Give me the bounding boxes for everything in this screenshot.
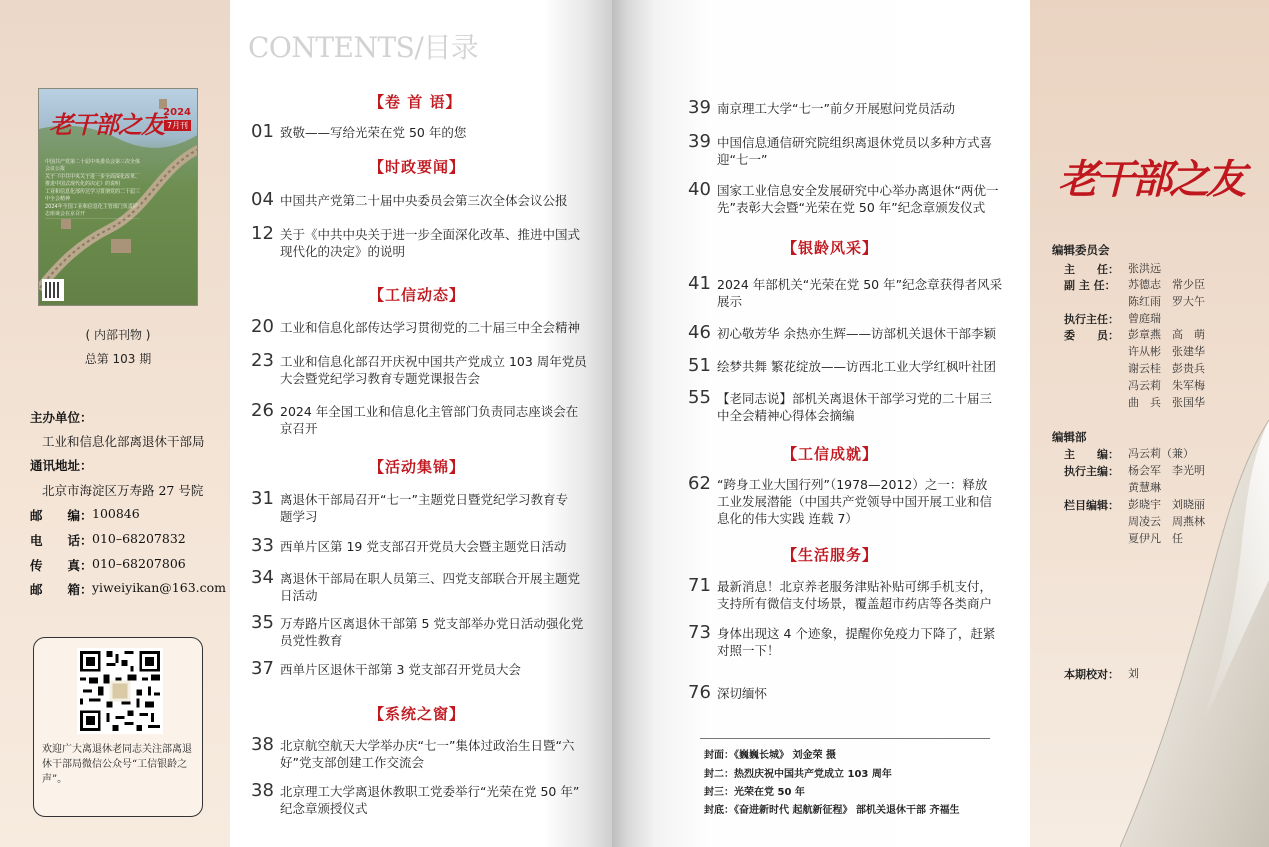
toc-entry-title-cont[interactable]: 息化的伟大实践 连载 7） bbox=[717, 511, 858, 526]
editorial-dept-title: 编辑部 bbox=[1052, 430, 1087, 444]
toc-entry-title[interactable]: 2024 年部机关“光荣在党 50 年”纪念章获得者风采 bbox=[717, 277, 1003, 292]
credit-cover: 封面：《巍巍长城》 刘金荣 摄 bbox=[704, 750, 836, 761]
toc-entry-title[interactable]: 中国共产党第二十届中央委员会第三次全体会议公报 bbox=[280, 193, 568, 208]
toc-entry-title[interactable]: 离退休干部局在职人员第三、四党支部联合开展主题党 bbox=[280, 571, 581, 586]
section-heading-politics: 【时政要闻】 bbox=[369, 158, 466, 176]
internal-publication-label: ( 内部刊物 ) bbox=[85, 328, 151, 342]
credit-cover-2: 封二：热烈庆祝中国共产党成立 103 周年 bbox=[704, 769, 892, 780]
committee-names: 苏德志 常少臣 陈红雨 罗大午 bbox=[1128, 278, 1205, 308]
cover-headline: 中国共产党第二十届中央委员会第三次全体会议公报 bbox=[45, 159, 141, 172]
magazine-cover-thumbnail[interactable] bbox=[38, 88, 198, 306]
cover-headline: 工业和信息化部传达学习贯彻党的二十届三中全会精神 bbox=[45, 189, 141, 202]
toc-entry-title-cont[interactable]: 迎“七一” bbox=[717, 152, 768, 167]
toc-entry-title[interactable]: 工业和信息化部召开庆祝中国共产党成立 103 周年党员 bbox=[280, 354, 587, 369]
toc-page-number: 62 bbox=[688, 473, 711, 494]
toc-entry-title-cont[interactable]: 大会暨党纪学习教育专题党课报告会 bbox=[280, 371, 481, 386]
toc-entry-title-cont[interactable]: 好”党支部创建工作交流会 bbox=[280, 755, 424, 770]
cover-year: 2024 bbox=[163, 107, 191, 118]
toc-page-number: 38 bbox=[251, 780, 274, 801]
toc-page-number: 41 bbox=[688, 273, 711, 294]
phone-value: 010–68207832 bbox=[92, 531, 186, 546]
host-value: 工业和信息化部离退休干部局 bbox=[42, 434, 205, 449]
toc-entry-title-cont[interactable]: 京召开 bbox=[280, 421, 318, 436]
cover-issue-tag: 7月刊 bbox=[164, 120, 191, 131]
committee-role: 委 员： bbox=[1064, 329, 1119, 342]
contents-heading: CONTENTS/目录 bbox=[248, 31, 479, 64]
toc-page-number: 33 bbox=[251, 535, 274, 556]
toc-entry-title[interactable]: 工业和信息化部传达学习贯彻党的二十届三中全会精神 bbox=[280, 320, 581, 335]
postcode-value: 100846 bbox=[92, 506, 140, 521]
email-label: 邮 箱： bbox=[30, 582, 93, 597]
toc-entry-title-cont[interactable]: 现代化的决定》的说明 bbox=[280, 244, 406, 259]
toc-entry-title-cont[interactable]: 工业发展潜能（中国共产党领导中国开展工业和信 bbox=[717, 494, 993, 509]
toc-entry-title-cont[interactable]: 对照一下！ bbox=[717, 643, 780, 658]
toc-entry-title[interactable]: 2024 年全国工业和信息化主管部门负责同志座谈会在 bbox=[280, 404, 579, 419]
dept-role: 主 编： bbox=[1064, 448, 1119, 461]
credit-cover-3: 封三：光荣在党 50 年 bbox=[704, 787, 805, 798]
toc-page-number: 39 bbox=[688, 97, 711, 118]
committee-role: 副 主 任： bbox=[1064, 279, 1116, 292]
toc-entry-title[interactable]: 深切缅怀 bbox=[717, 686, 768, 701]
toc-entry-title[interactable]: 关于《中共中央关于进一步全面深化改革、推进中国式 bbox=[280, 227, 581, 242]
section-heading-activities: 【活动集锦】 bbox=[369, 458, 466, 476]
toc-entry-title-cont[interactable]: 员党性教育 bbox=[280, 633, 343, 648]
section-heading-system-window: 【系统之窗】 bbox=[369, 705, 466, 723]
toc-page-number: 40 bbox=[688, 179, 711, 200]
toc-page-number: 04 bbox=[251, 189, 274, 210]
toc-entry-title-cont[interactable]: 题学习 bbox=[280, 509, 318, 524]
dept-names: 冯云莉（兼） bbox=[1128, 447, 1194, 460]
toc-entry-title-cont[interactable]: 支持所有微信支付场景，覆盖超市药店等各类商户 bbox=[717, 596, 993, 611]
toc-page-number: 38 bbox=[251, 734, 274, 755]
toc-page-number: 73 bbox=[688, 622, 711, 643]
address-label: 通讯地址： bbox=[30, 458, 93, 473]
toc-entry-title-cont[interactable]: 日活动 bbox=[280, 588, 318, 603]
committee-names: 曾庭瑞 bbox=[1128, 312, 1161, 325]
toc-entry-title[interactable]: 离退休干部局召开“七一”主题党日暨党纪学习教育专 bbox=[280, 492, 568, 507]
credits-divider bbox=[700, 738, 990, 739]
toc-entry-title[interactable]: 最新消息！北京养老服务津贴补贴可绑手机支付， bbox=[717, 579, 993, 594]
toc-entry-title[interactable]: 身体出现这 4 个迹象，提醒你免疫力下降了，赶紧 bbox=[717, 626, 996, 641]
dept-names: 杨会军 李光明 黄慧琳 bbox=[1128, 464, 1205, 494]
committee-names: 张洪远 bbox=[1128, 262, 1161, 275]
issue-number-label: 总第 103 期 bbox=[84, 352, 152, 366]
toc-entry-title[interactable]: “跨身工业大国行列”（1978—2012）之一：释放 bbox=[717, 477, 988, 492]
masthead-logo: 老干部之友 bbox=[1058, 156, 1243, 203]
credit-back-cover: 封底：《奋进新时代 起航新征程》 部机关退休干部 齐福生 bbox=[704, 805, 960, 816]
toc-page-number: 46 bbox=[688, 322, 711, 343]
toc-page-number: 71 bbox=[688, 575, 711, 596]
toc-page-number: 37 bbox=[251, 658, 274, 679]
toc-entry-title-cont[interactable]: 先”表彰大会暨“光荣在党 50 年”纪念章颁发仪式 bbox=[717, 200, 986, 215]
dept-role: 本期校对： bbox=[1064, 668, 1119, 681]
toc-page-number: 26 bbox=[251, 400, 274, 421]
postcode-label: 邮 编： bbox=[30, 508, 93, 523]
section-heading-preface: 【卷 首 语】 bbox=[369, 93, 462, 111]
toc-entry-title[interactable]: 西单片区第 19 党支部召开党员大会暨主题党日活动 bbox=[280, 539, 567, 554]
section-heading-senior-style: 【银龄风采】 bbox=[782, 239, 879, 257]
qr-code-icon[interactable] bbox=[77, 648, 163, 734]
section-heading-life-service: 【生活服务】 bbox=[782, 546, 879, 564]
committee-names: 彭章燕 高 萌 许从彬 张建华 谢云桂 彭贵兵 冯云莉 朱军梅 曲 兵 张国华 bbox=[1128, 328, 1205, 409]
toc-page-number: 39 bbox=[688, 131, 711, 152]
dept-names: 彭晓宇 刘晓丽 周凌云 周燕林 夏伊凡 任 bbox=[1128, 498, 1205, 545]
toc-page-number: 51 bbox=[688, 355, 711, 376]
qr-caption: 欢迎广大离退休老同志关注部离退休干部局微信公众号“工信银龄之声”。 bbox=[42, 744, 192, 785]
dept-role: 执行主编： bbox=[1064, 465, 1119, 478]
toc-entry-title[interactable]: 南京理工大学“七一”前夕开展慰问党员活动 bbox=[717, 101, 955, 116]
toc-entry-title[interactable]: 北京理工大学离退休教职工党委举行“光荣在党 50 年” bbox=[280, 784, 580, 799]
toc-entry-title-cont[interactable]: 中全会精神心得体会摘编 bbox=[717, 408, 855, 423]
toc-entry-title[interactable]: 【老同志说】部机关离退休干部学习党的二十届三 bbox=[717, 391, 993, 406]
toc-entry-title[interactable]: 国家工业信息安全发展研究中心举办离退休“两优一 bbox=[717, 183, 999, 198]
toc-entry-title-cont[interactable]: 展示 bbox=[717, 294, 743, 309]
toc-entry-title-cont[interactable]: 纪念章颁授仪式 bbox=[280, 801, 368, 816]
toc-entry-title[interactable]: 绘梦共舞 繁花绽放——访西北工业大学红枫叶社团 bbox=[717, 359, 996, 374]
toc-page-number: 23 bbox=[251, 350, 274, 371]
wechat-qr-box bbox=[33, 637, 203, 817]
toc-page-number: 55 bbox=[688, 387, 711, 408]
cover-headline: 2024年全国工业和信息化主管部门负责同志座谈会在京召开 bbox=[45, 204, 140, 219]
toc-entry-title[interactable]: 致敬——写给光荣在党 50 年的您 bbox=[280, 125, 467, 140]
toc-page-number: 31 bbox=[251, 488, 274, 509]
toc-page-number: 34 bbox=[251, 567, 274, 588]
book-gutter bbox=[612, 0, 652, 847]
address-value: 北京市海淀区万寿路 27 号院 bbox=[42, 483, 204, 498]
toc-page-number: 01 bbox=[251, 121, 274, 142]
toc-page-number: 76 bbox=[688, 682, 711, 703]
phone-label: 电 话： bbox=[30, 533, 93, 548]
dept-names: 刘 bbox=[1128, 667, 1139, 680]
email-value[interactable]: yiweiyikan@163.com bbox=[92, 580, 227, 595]
section-heading-achievements: 【工信成就】 bbox=[782, 445, 879, 463]
fax-label: 传 真： bbox=[30, 558, 93, 573]
cover-logo: 老干部之友 bbox=[49, 110, 164, 139]
toc-entry-title[interactable]: 西单片区退休干部第 3 党支部召开党员大会 bbox=[280, 662, 521, 677]
toc-entry-title[interactable]: 中国信息通信研究院组织离退休党员以多种方式喜 bbox=[717, 135, 993, 150]
cover-headline: 关于《中共中央关于进一步全面深化改革、推进中国式现代化的决定》的说明 bbox=[45, 174, 141, 187]
committee-role: 主 任： bbox=[1064, 263, 1119, 276]
toc-page-number: 12 bbox=[251, 223, 274, 244]
toc-page-number: 35 bbox=[251, 612, 274, 633]
toc-entry-title[interactable]: 北京航空航天大学举办庆“七一”集体过政治生日暨“六 bbox=[280, 738, 575, 753]
host-label: 主办单位： bbox=[30, 410, 93, 425]
committee-role: 执行主任： bbox=[1064, 313, 1119, 326]
cover-qr-icon bbox=[42, 279, 64, 301]
toc-entry-title[interactable]: 万寿路片区离退休干部第 5 党支部举办党日活动强化党 bbox=[280, 616, 584, 631]
cover-headlines bbox=[45, 159, 140, 219]
toc-page-number: 20 bbox=[251, 316, 274, 337]
fax-value: 010–68207806 bbox=[92, 556, 186, 571]
page-curl-decoration bbox=[1120, 420, 1269, 847]
toc-entry-title[interactable]: 初心敬芳华 余热亦生辉——访部机关退休干部李颖 bbox=[717, 326, 996, 341]
dept-role: 栏目编辑： bbox=[1064, 499, 1119, 512]
section-heading-miit-news: 【工信动态】 bbox=[369, 286, 466, 304]
editorial-committee-title: 编辑委员会 bbox=[1052, 243, 1110, 257]
